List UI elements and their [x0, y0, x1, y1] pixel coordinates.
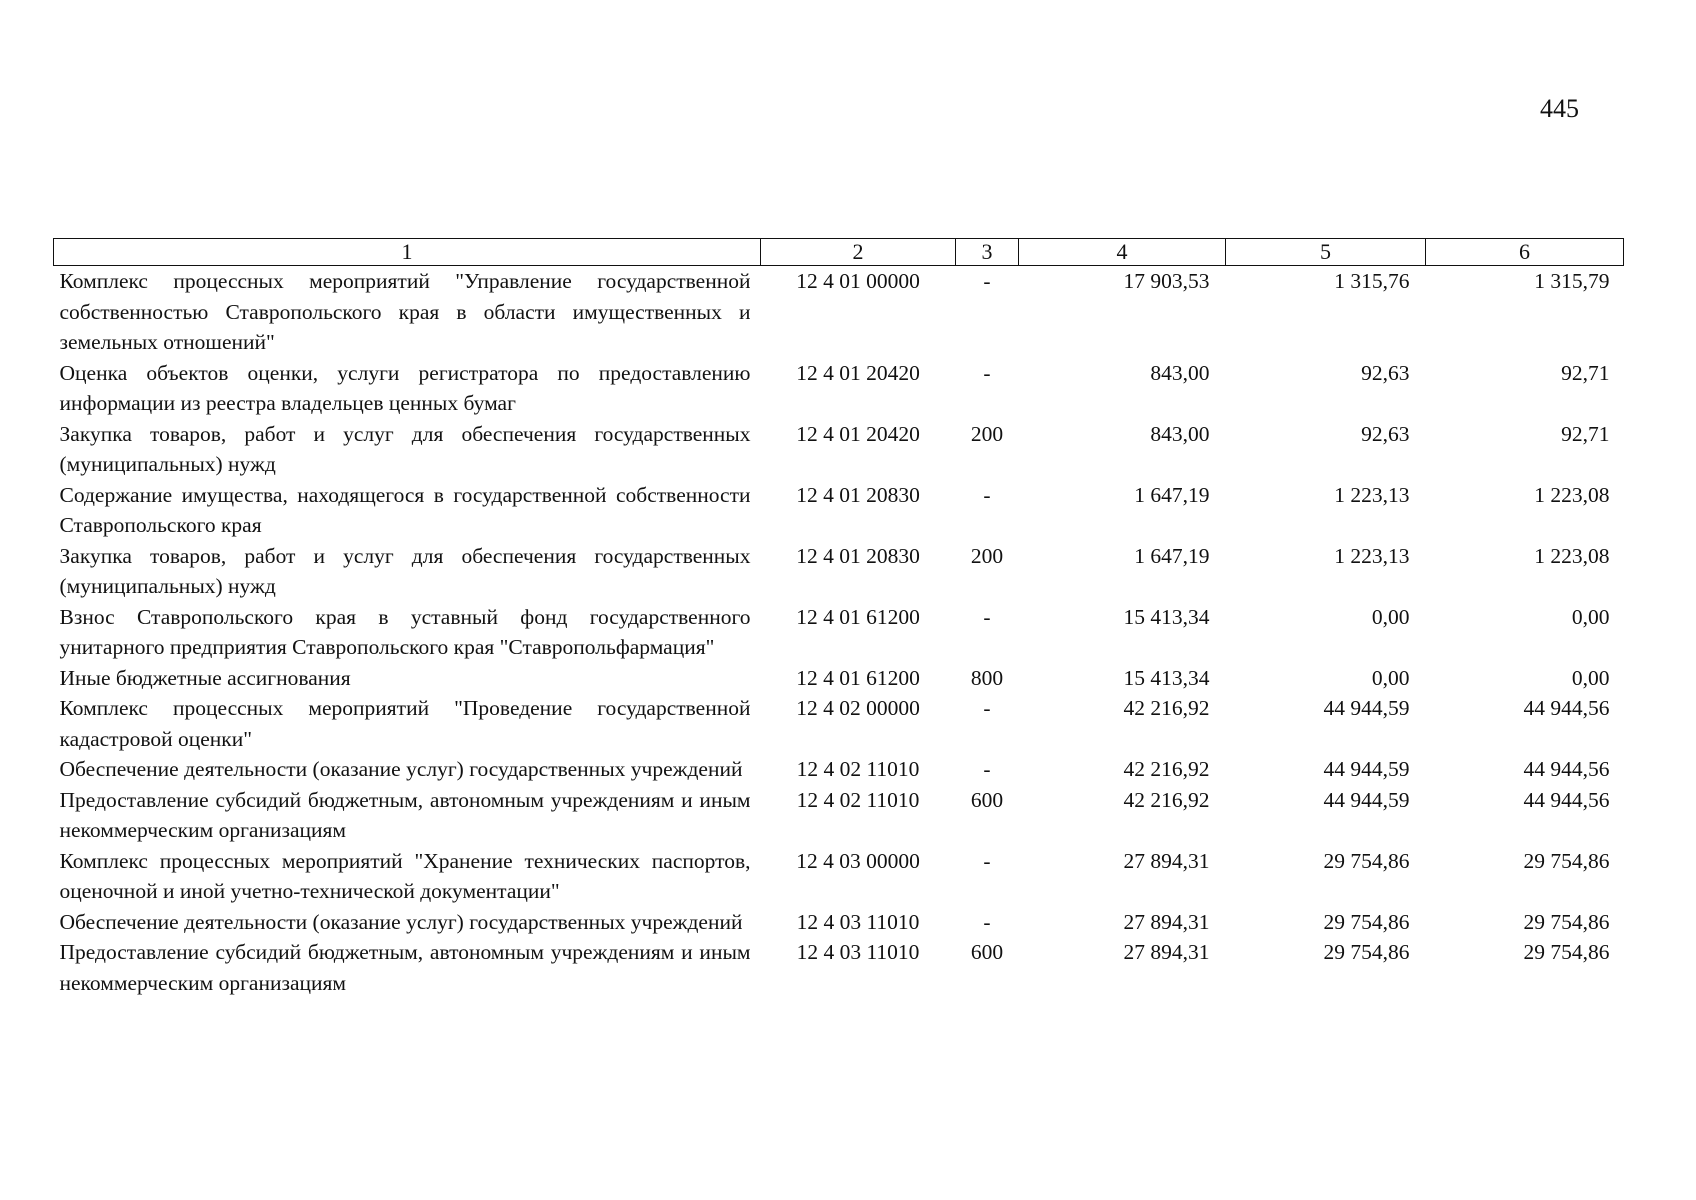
budget-table-container: [53, 238, 1623, 998]
header-col-6: 6: [1426, 239, 1624, 266]
row-value-4: 15 413,34: [1123, 665, 1210, 690]
row-name: Предоставление субсидий бюджетным, автономным учреждениям и иным некоммерческим организациям: [59, 940, 751, 995]
row-value-6: 0,00: [1571, 665, 1610, 690]
row-code: 12 4 01 61200: [796, 604, 920, 629]
row-name: Оценка объектов оценки, услуги регистратора по предоставлению информации из реестра владельцев ценных бумаг: [59, 360, 751, 415]
row-expense-type: -: [983, 757, 991, 781]
row-code: 12 4 03 11010: [796, 909, 920, 934]
row-name: Закупка товаров, работ и услуг для обеспечения государственных (муниципальных) нужд: [59, 421, 751, 476]
table-row: [54, 754, 1624, 785]
row-code: 12 4 01 20830: [796, 543, 920, 568]
table-row: [54, 663, 1624, 694]
row-value-6: 44 944,56: [1523, 757, 1610, 781]
row-value-4: 1 647,19: [1134, 482, 1210, 507]
header-col-4: 4: [1019, 239, 1226, 266]
row-code: 12 4 03 11010: [796, 940, 920, 964]
row-value-6: 44 944,56: [1523, 696, 1610, 720]
row-value-4: 27 894,31: [1123, 848, 1210, 873]
row-value-5: 92,63: [1361, 360, 1410, 385]
row-value-4: 1 647,19: [1134, 543, 1210, 568]
row-code: 12 4 02 00000: [796, 696, 920, 720]
budget-table: [53, 238, 1624, 998]
row-value-5: 29 754,86: [1323, 848, 1410, 873]
table-row: [54, 358, 1624, 419]
row-value-5: 0,00: [1371, 665, 1410, 690]
row-value-6: 1 223,08: [1534, 482, 1610, 507]
table-row: [54, 693, 1624, 754]
row-value-4: 42 216,92: [1123, 787, 1210, 812]
row-value-6: 1 315,79: [1534, 269, 1610, 293]
row-expense-type: -: [983, 360, 991, 385]
row-code: 12 4 02 11010: [796, 787, 920, 812]
row-value-5: 29 754,86: [1323, 909, 1410, 934]
row-expense-type: -: [983, 848, 991, 873]
row-expense-type: 200: [970, 543, 1004, 568]
row-name: Закупка товаров, работ и услуг для обеспечения государственных (муниципальных) нужд: [59, 543, 751, 598]
row-name: Комплекс процессных мероприятий "Управление государственной собственностью Ставропольского края в области имущественных и земельных отношений": [59, 269, 751, 354]
row-value-5: 44 944,59: [1323, 696, 1410, 720]
row-value-4: 27 894,31: [1123, 909, 1210, 934]
row-name: Обеспечение деятельности (оказание услуг) государственных учреждений: [59, 757, 743, 781]
row-value-6: 92,71: [1561, 360, 1610, 385]
header-col-1: 1: [54, 239, 761, 266]
row-value-5: 29 754,86: [1323, 940, 1410, 964]
row-code: 12 4 02 11010: [796, 757, 920, 781]
row-name: Предоставление субсидий бюджетным, автономным учреждениям и иным некоммерческим организациям: [59, 787, 751, 842]
page-number: 445: [1540, 94, 1579, 123]
row-code: 12 4 01 20830: [796, 482, 920, 507]
table-row: [54, 480, 1624, 541]
row-value-5: 1 223,13: [1334, 543, 1410, 568]
row-value-4: 15 413,34: [1123, 604, 1210, 629]
row-expense-type: 200: [970, 421, 1004, 446]
table-row: [54, 907, 1624, 938]
row-code: 12 4 01 20420: [796, 360, 920, 385]
row-value-5: 44 944,59: [1323, 757, 1410, 781]
row-value-4: 843,00: [1150, 421, 1210, 446]
row-code: 12 4 01 20420: [796, 421, 920, 446]
row-value-6: 29 754,86: [1523, 940, 1610, 964]
row-expense-type: -: [983, 696, 991, 720]
table-row: [54, 937, 1624, 998]
header-row: [54, 239, 1624, 266]
row-expense-type: 600: [970, 787, 1004, 812]
table-row: [54, 785, 1624, 846]
row-value-4: 17 903,53: [1123, 269, 1210, 293]
row-expense-type: -: [983, 269, 991, 293]
row-code: 12 4 01 61200: [796, 665, 920, 690]
row-value-5: 44 944,59: [1323, 787, 1410, 812]
row-expense-type: -: [983, 482, 991, 507]
row-name: Обеспечение деятельности (оказание услуг) государственных учреждений: [59, 909, 743, 934]
table-row: [54, 266, 1624, 358]
row-value-6: 1 223,08: [1534, 543, 1610, 568]
row-value-6: 29 754,86: [1523, 909, 1610, 934]
row-code: 12 4 01 00000: [796, 269, 920, 293]
row-expense-type: -: [983, 909, 991, 934]
row-name: Иные бюджетные ассигнования: [59, 665, 351, 690]
row-name: Комплекс процессных мероприятий "Проведение государственной кадастровой оценки": [59, 696, 751, 751]
row-value-4: 42 216,92: [1123, 757, 1210, 781]
row-value-6: 0,00: [1571, 604, 1610, 629]
header-col-5: 5: [1226, 239, 1426, 266]
row-value-4: 27 894,31: [1123, 940, 1210, 964]
row-value-6: 29 754,86: [1523, 848, 1610, 873]
row-value-5: 1 315,76: [1334, 269, 1410, 293]
row-name: Комплекс процессных мероприятий "Хранение технических паспортов, оценочной и иной учетно-технической документации": [59, 848, 751, 903]
row-value-6: 92,71: [1561, 421, 1610, 446]
row-name: Взнос Ставропольского края в уставный фонд государственного унитарного предприятия Ставропольского края "Ставропольфармация": [59, 604, 751, 659]
row-expense-type: 600: [970, 940, 1004, 964]
table-row: [54, 846, 1624, 907]
row-expense-type: -: [983, 604, 991, 629]
row-name: Содержание имущества, находящегося в государственной собственности Ставропольского края: [59, 482, 751, 537]
row-value-5: 0,00: [1371, 604, 1410, 629]
header-col-2: 2: [761, 239, 956, 266]
row-value-5: 1 223,13: [1334, 482, 1410, 507]
table-row: [54, 419, 1624, 480]
table-row: [54, 602, 1624, 663]
row-code: 12 4 03 00000: [796, 848, 920, 873]
header-col-3: 3: [956, 239, 1019, 266]
row-value-4: 42 216,92: [1123, 696, 1210, 720]
row-value-6: 44 944,56: [1523, 787, 1610, 812]
row-value-5: 92,63: [1361, 421, 1410, 446]
row-value-4: 843,00: [1150, 360, 1210, 385]
row-expense-type: 800: [970, 665, 1004, 690]
table-row: [54, 541, 1624, 602]
